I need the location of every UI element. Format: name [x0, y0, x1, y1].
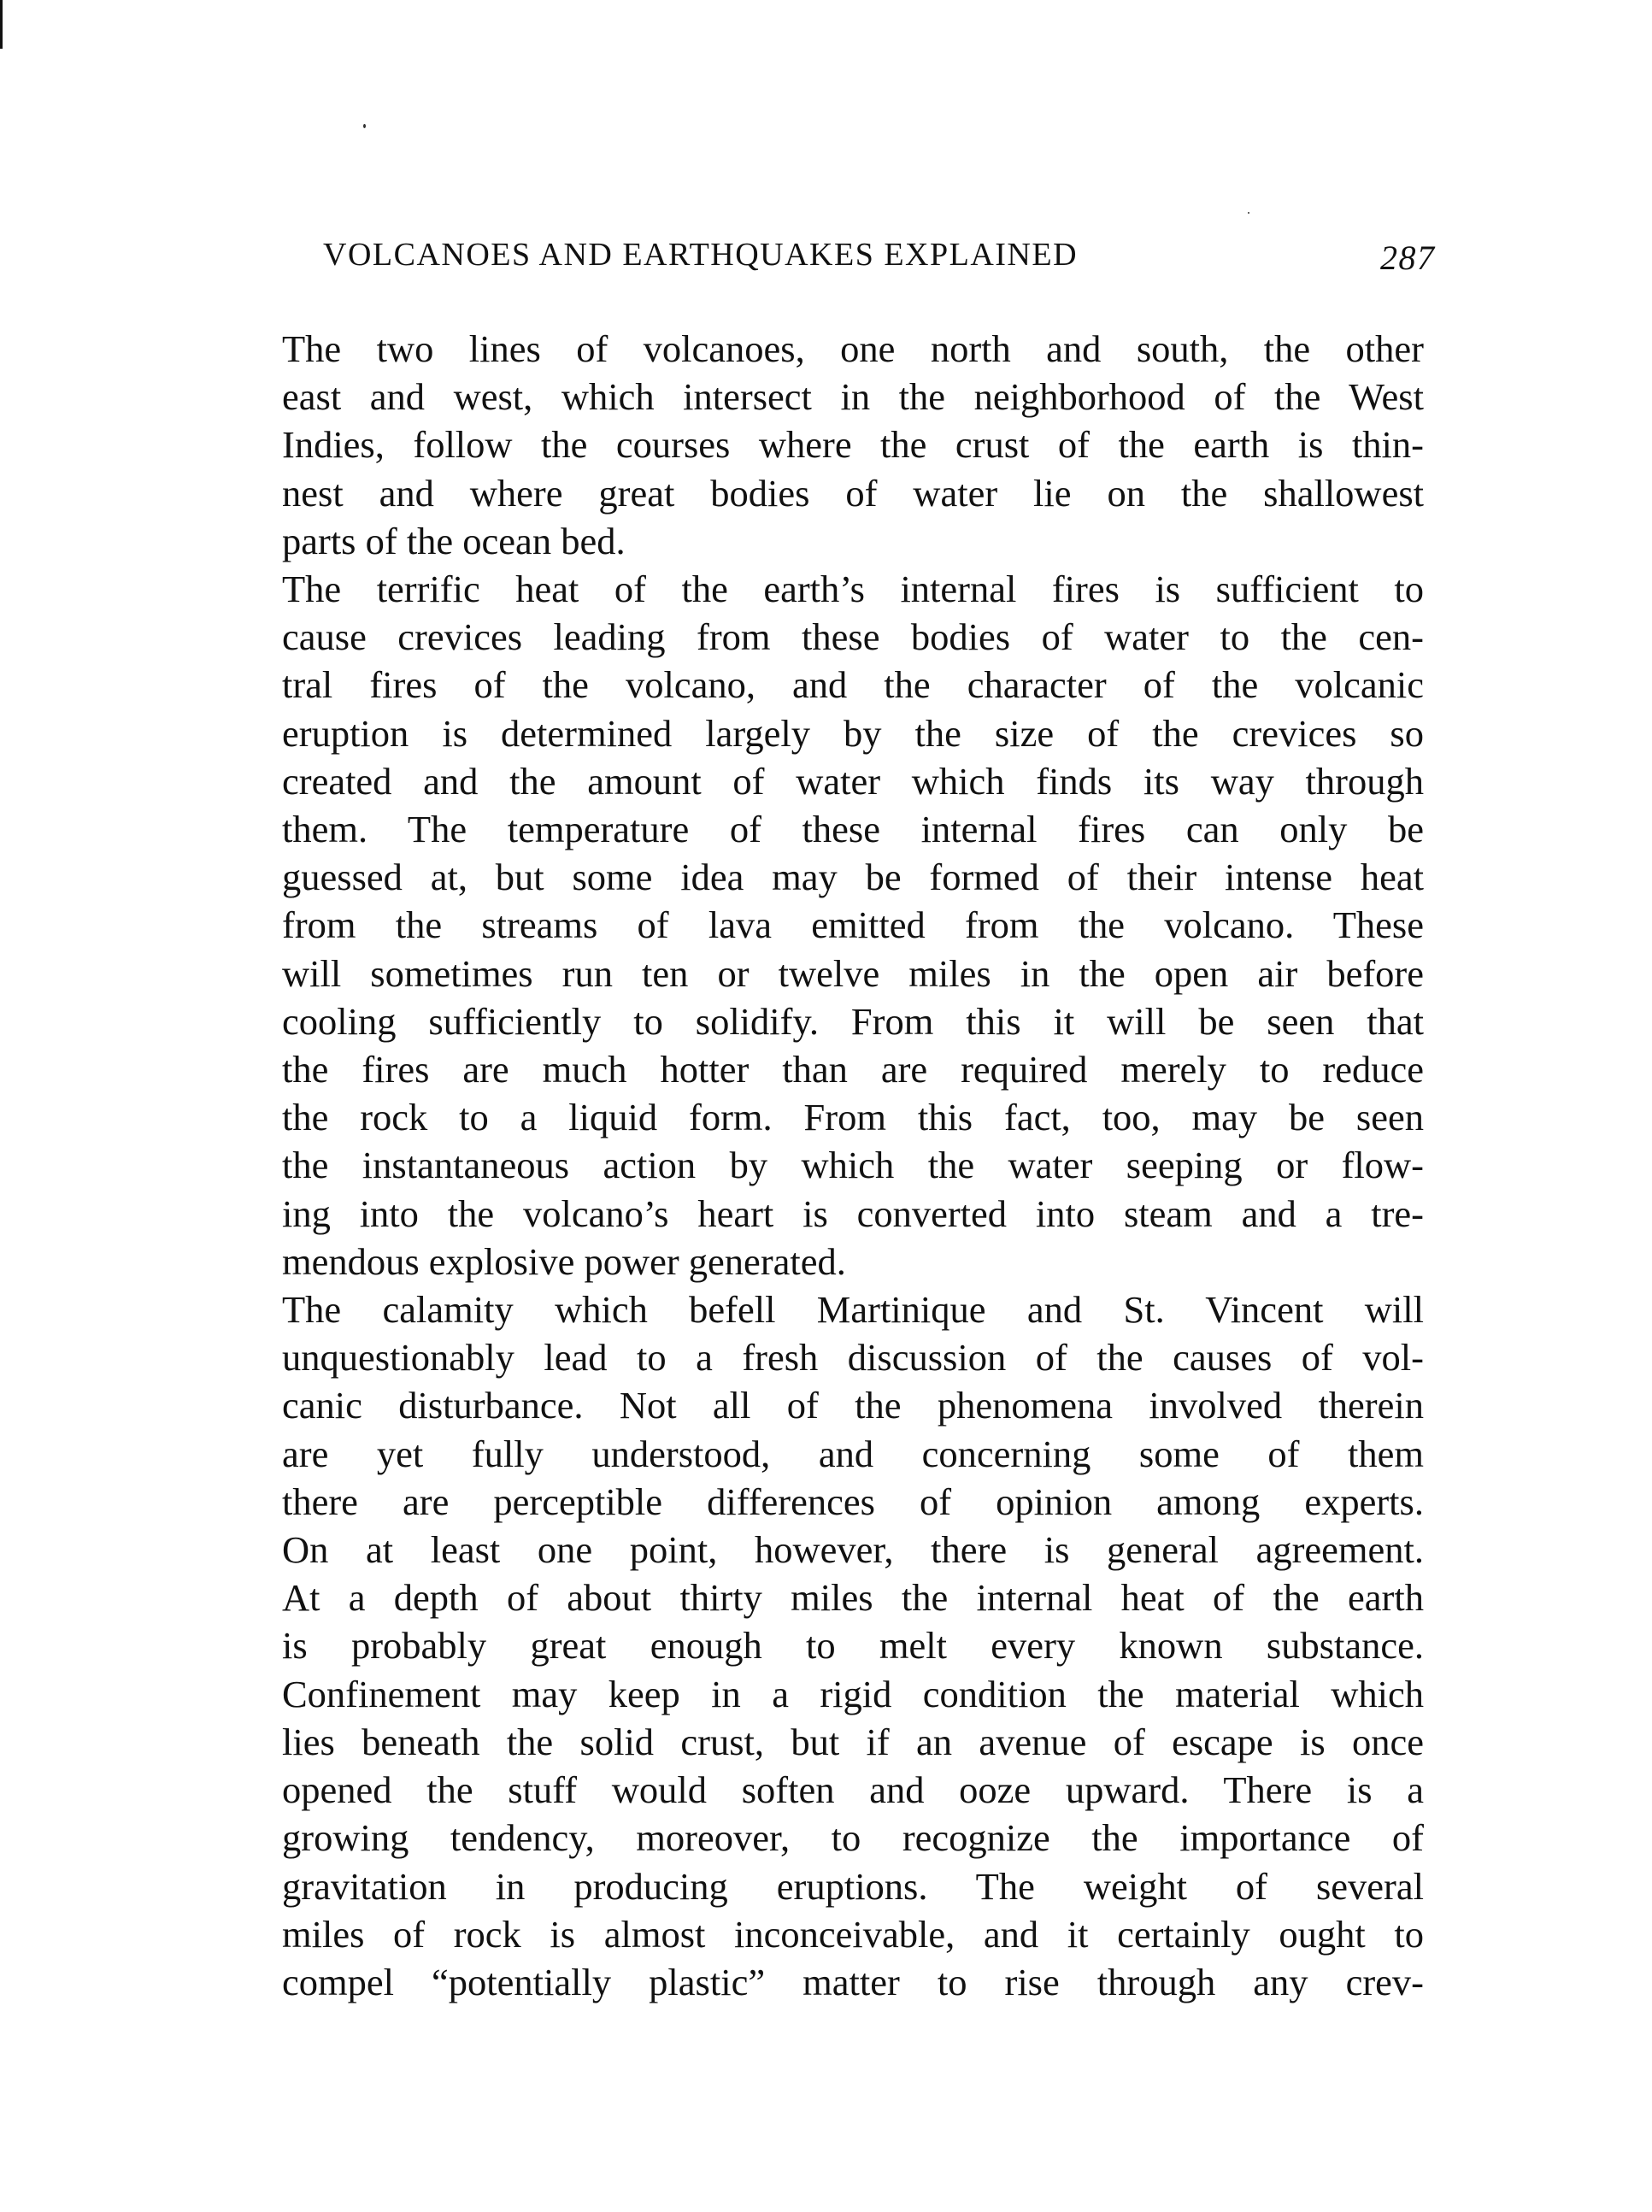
text-line: the rock to a liquid form. From this fact, too, may be seen	[282, 1096, 1424, 1139]
text-line: east and west, which intersect in the neighborhood of the West	[282, 375, 1424, 419]
text-line: nest and where great bodies of water lie on the shallowest	[282, 471, 1424, 515]
text-line: The calamity which befell Martinique and St. Vincent will	[282, 1288, 1424, 1332]
text-line: canic disturbance. Not all of the phenomena involved therein	[282, 1384, 1424, 1427]
scan-edge-mark	[0, 0, 3, 49]
text-line: guessed at, but some idea may be formed of their intense heat	[282, 856, 1424, 899]
paragraph-3	[220, 1285, 1424, 2006]
text-line: the instantaneous action by which the water seeping or flow-	[282, 1144, 1424, 1187]
text-line: eruption is determined largely by the size of the crevices so	[282, 711, 1424, 755]
text-line: opened the stuff would soften and ooze upward. There is a	[282, 1768, 1424, 1812]
body-text	[220, 325, 1424, 2006]
text-line: On at least one point, however, there is general agreement.	[282, 1528, 1424, 1572]
running-head	[220, 229, 1436, 280]
text-line: cause crevices leading from these bodies of water to the cen-	[282, 615, 1424, 659]
text-line: The two lines of volcanoes, one north and south, the other	[282, 327, 1424, 370]
text-line: cooling sufficiently to solidify. From this it will be seen that	[282, 999, 1424, 1043]
text-line: compel “potentially plastic” matter to rise through any crev-	[282, 1960, 1424, 2003]
text-line: Indies, follow the courses where the crust of the earth is thin-	[282, 423, 1424, 467]
paragraph-2	[220, 565, 1424, 1285]
text-line: ing into the volcano’s heart is converted into steam and a tre-	[282, 1191, 1424, 1235]
text-line: miles of rock is almost inconceivable, and it certainly ought to	[282, 1912, 1424, 1956]
text-line: there are perceptible differences of opinion among experts.	[282, 1480, 1424, 1523]
text-line: created and the amount of water which finds its way through	[282, 759, 1424, 803]
text-line: The terrific heat of the earth’s internal fires is sufficient to	[282, 568, 1424, 611]
text-line: are yet fully understood, and concerning some of them	[282, 1432, 1424, 1475]
text-line: growing tendency, moreover, to recognize the importance of	[282, 1816, 1424, 1860]
text-line: them. The temperature of these internal fires can only be	[282, 808, 1424, 851]
text-line: will sometimes run ten or twelve miles in the open air before	[282, 951, 1424, 995]
text-line: is probably great enough to melt every known substance.	[282, 1624, 1424, 1668]
text-line: the fires are much hotter than are required merely to reduce	[282, 1048, 1424, 1091]
running-head-title: VOLCANOES AND EARTHQUAKES EXPLAINED	[323, 237, 1079, 273]
text-line: lies beneath the solid crust, but if an avenue of escape is once	[282, 1720, 1424, 1763]
page-number: 287	[1380, 238, 1436, 277]
text-line: Confinement may keep in a rigid condition the material which	[282, 1672, 1424, 1715]
scan-speck	[1248, 212, 1249, 214]
text-line: from the streams of lava emitted from the volcano. These	[282, 903, 1424, 947]
scan-speck	[363, 124, 366, 128]
text-line: parts of the ocean bed.	[282, 519, 626, 562]
text-line: At a depth of about thirty miles the internal heat of the earth	[282, 1576, 1424, 1620]
paragraph-1	[220, 325, 1424, 565]
text-line: gravitation in producing eruptions. The weight of several	[282, 1864, 1424, 1908]
text-line: tral fires of the volcano, and the character of the volcanic	[282, 663, 1424, 707]
text-line: mendous explosive power generated.	[282, 1239, 846, 1283]
text-line: unquestionably lead to a fresh discussion of the causes of vol-	[282, 1336, 1424, 1380]
